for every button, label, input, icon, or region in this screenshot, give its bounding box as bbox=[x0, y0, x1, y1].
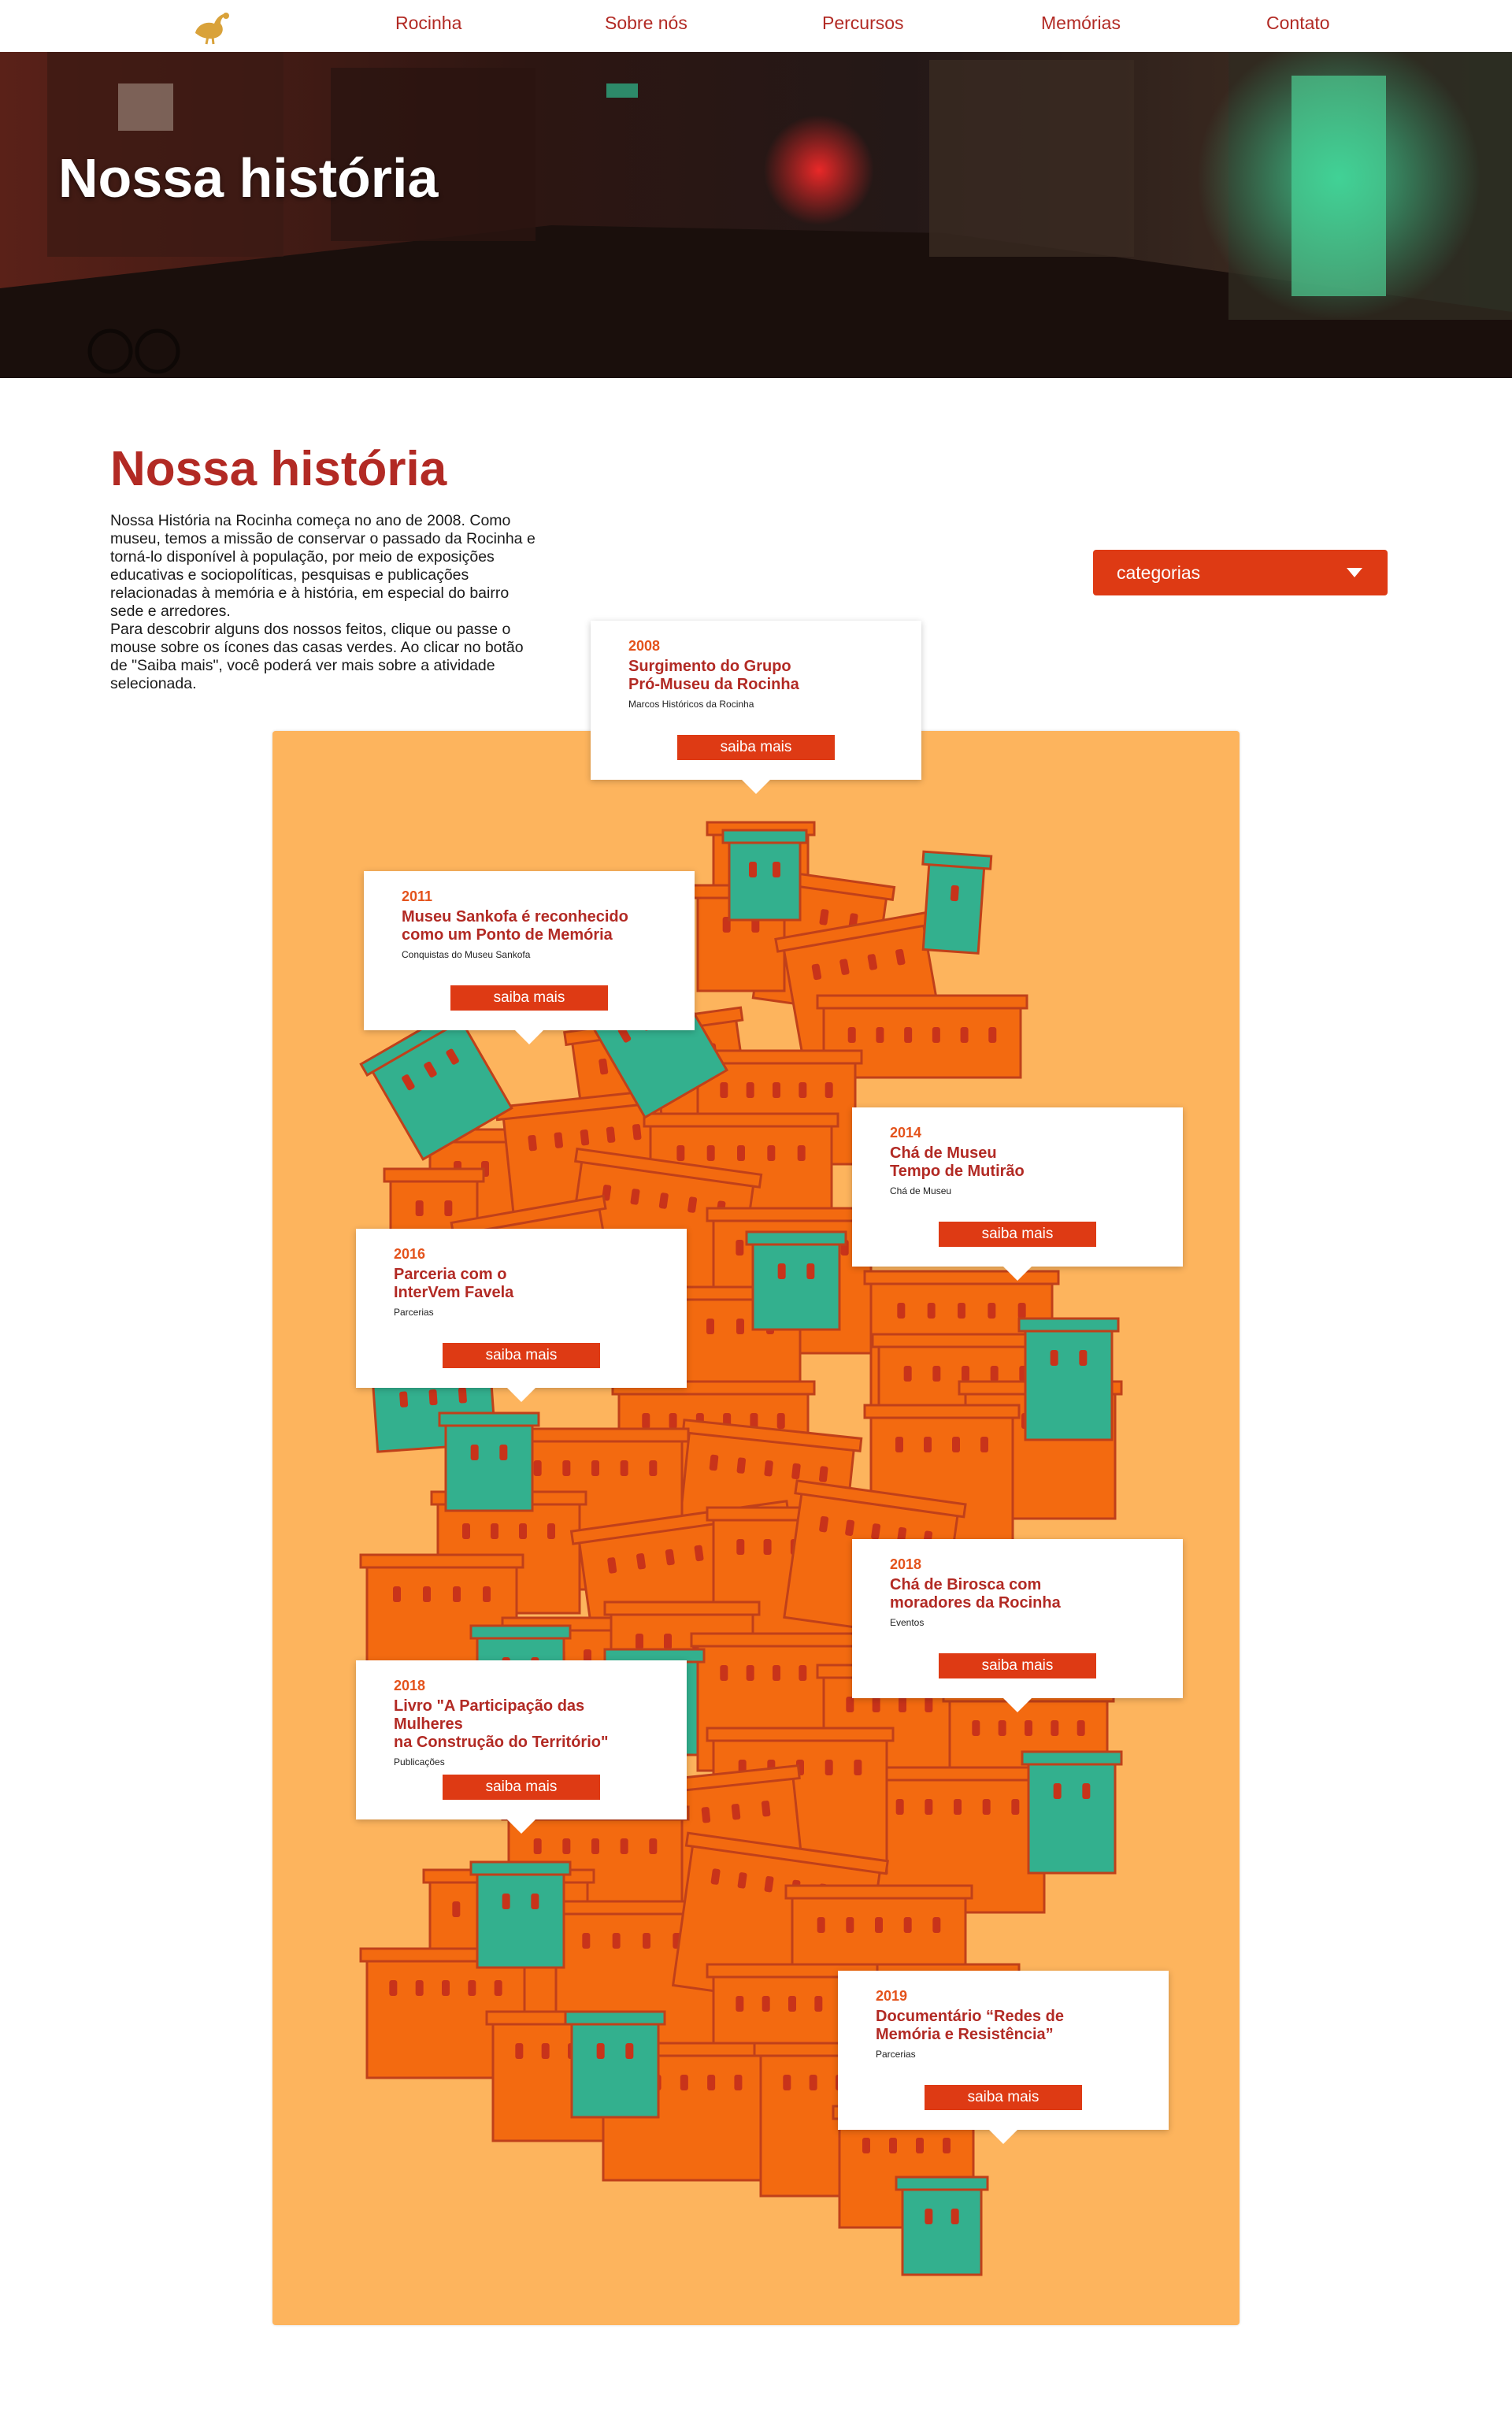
saiba-mais-button[interactable]: saiba mais bbox=[939, 1653, 1096, 1678]
intro-paragraph-1: Nossa História na Rocinha começa no ano de 2008. Como museu, temos a missão de conservar o passado da Rocinha e torná-lo disponível à população, por meio de exposições educativas e sociopolíticas, pesquisas e publicações relacionadas à memória e à história, em especial do bairro sede e arredores. bbox=[110, 512, 536, 620]
sankofa-bird-icon[interactable] bbox=[189, 5, 233, 49]
nav-rocinha[interactable]: Rocinha bbox=[395, 13, 462, 33]
green-house-icon[interactable] bbox=[1022, 1752, 1121, 1873]
categories-label: categorias bbox=[1117, 562, 1201, 583]
green-house-icon[interactable] bbox=[439, 1413, 539, 1511]
nav-sobre-nos[interactable]: Sobre nós bbox=[605, 13, 687, 33]
nav-memorias[interactable]: Memórias bbox=[1041, 13, 1121, 33]
timeline-card[interactable] bbox=[852, 1107, 1183, 1267]
nav-contato[interactable]: Contato bbox=[1266, 13, 1330, 33]
hero-street-photo bbox=[0, 52, 1512, 378]
green-house-icon[interactable] bbox=[471, 1862, 570, 1968]
timeline-card[interactable] bbox=[356, 1660, 687, 1819]
timeline-card[interactable] bbox=[364, 871, 695, 1030]
card-category: Marcos Históricos da Rocinha bbox=[628, 699, 754, 710]
timeline-card[interactable] bbox=[838, 1971, 1169, 2130]
card-category: Parcerias bbox=[394, 1307, 434, 1318]
timeline-card[interactable] bbox=[591, 621, 921, 780]
green-house-icon[interactable] bbox=[917, 851, 991, 954]
card-title: Surgimento do Grupo Pró-Museu da Rocinha bbox=[628, 658, 799, 693]
card-category: Conquistas do Museu Sankofa bbox=[402, 949, 531, 960]
nav-percursos[interactable]: Percursos bbox=[822, 13, 904, 33]
categories-dropdown[interactable] bbox=[1093, 550, 1388, 595]
card-category: Chá de Museu bbox=[890, 1185, 952, 1196]
saiba-mais-button[interactable]: saiba mais bbox=[450, 985, 608, 1011]
green-house-icon[interactable] bbox=[1019, 1319, 1118, 1440]
card-title: Chá de Birosca com moradores da Rocinha bbox=[890, 1576, 1061, 1612]
card-category: Eventos bbox=[890, 1617, 925, 1628]
top-navbar bbox=[0, 0, 1512, 52]
card-title: Chá de Museu Tempo de Mutirão bbox=[890, 1144, 1025, 1180]
card-category: Parcerias bbox=[876, 2049, 916, 2060]
card-year: 2018 bbox=[394, 1678, 426, 1693]
timeline-card[interactable] bbox=[852, 1539, 1183, 1698]
card-title: Museu Sankofa é reconhecido como um Ponto de Memória bbox=[402, 908, 628, 944]
saiba-mais-button[interactable]: saiba mais bbox=[677, 735, 835, 760]
intro-paragraph-2: Para descobrir alguns dos nossos feitos, clique ou passe o mouse sobre os ícones das casas verdes. Ao clicar no botão de "Saiba mais", você poderá ver mais sobre a atividade selecionada. bbox=[110, 621, 524, 692]
card-year: 2014 bbox=[890, 1125, 922, 1141]
green-house-icon[interactable] bbox=[565, 2012, 665, 2117]
saiba-mais-button[interactable]: saiba mais bbox=[939, 1222, 1096, 1247]
green-house-icon[interactable] bbox=[723, 830, 806, 920]
green-house-icon[interactable] bbox=[747, 1232, 846, 1330]
saiba-mais-button[interactable]: saiba mais bbox=[443, 1343, 600, 1368]
card-title: Documentário “Redes de Memória e Resistência” bbox=[876, 2008, 1064, 2043]
card-year: 2018 bbox=[890, 1556, 922, 1572]
saiba-mais-button[interactable]: saiba mais bbox=[443, 1775, 600, 1800]
green-house-icon[interactable] bbox=[896, 2177, 988, 2275]
page-title: Nossa história bbox=[110, 442, 447, 496]
saiba-mais-button[interactable]: saiba mais bbox=[925, 2085, 1082, 2110]
card-year: 2008 bbox=[628, 638, 661, 654]
hero-title: Nossa história bbox=[58, 147, 439, 209]
chevron-down-icon bbox=[1347, 568, 1362, 577]
card-year: 2019 bbox=[876, 1988, 908, 2004]
card-title: Parceria com o InterVem Favela bbox=[394, 1266, 514, 1301]
intro-text bbox=[110, 512, 536, 693]
card-title: Livro "A Participação das Mulheres na Construção do Território" bbox=[394, 1697, 609, 1751]
card-year: 2011 bbox=[402, 888, 433, 904]
hero-banner bbox=[0, 52, 1512, 378]
timeline-card[interactable] bbox=[356, 1229, 687, 1388]
card-category: Publicações bbox=[394, 1756, 445, 1767]
card-year: 2016 bbox=[394, 1246, 426, 1262]
